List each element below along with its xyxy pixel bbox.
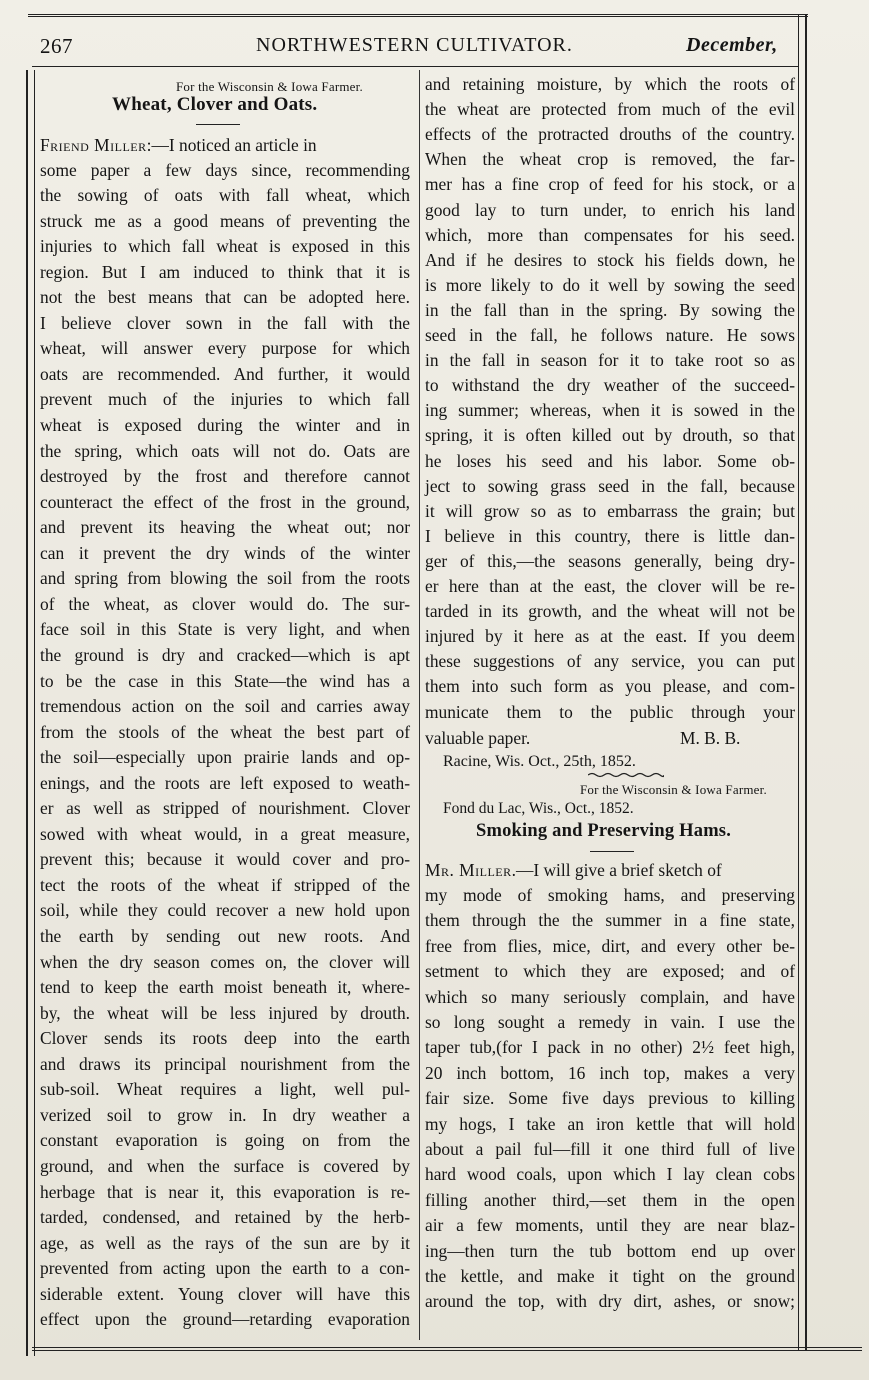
text-line: siderable extent. Young clover will have this (40, 1283, 410, 1304)
article1-credit: For the Wisconsin & Iowa Farmer. (176, 79, 363, 94)
text-line: ger of this,—the seasons generally, being dry- (425, 550, 795, 571)
section-separator (588, 772, 664, 778)
text-line: wheat, will answer every purpose for which (40, 338, 410, 359)
article1-title: Wheat, Clover and Oats. (112, 94, 318, 115)
text-line: 20 inch bottom, 16 inch top, makes a very (425, 1062, 795, 1083)
text-line: verized soil to grow in. In dry weather a (40, 1104, 410, 1125)
text-line: spring, it is often killed out by drouth, so that (425, 425, 795, 446)
article2-first-line-text: .—I will give a brief sketch of (511, 860, 722, 880)
text-line: and prevent its heaving the wheat out; nor (40, 517, 410, 538)
text-line: the earth by sending out new roots. And (40, 926, 410, 946)
text-line: prevent much of the injuries to which fall (40, 389, 410, 410)
text-line: prevent this; because it would cover and pro- (40, 849, 410, 870)
text-line: hard wood coals, upon which I lay clean cobs (425, 1164, 795, 1185)
text-line: it will grow so as to embarrass the grain; but (425, 500, 795, 521)
right-border-rule (798, 14, 807, 1350)
article2-title-rule (590, 851, 634, 852)
text-line: ing summer; whereas, when it is sowed in the (425, 400, 795, 421)
text-line: the ground is dry and cracked—which is apt (40, 644, 410, 665)
text-line: can it prevent the dry winds of the winter (40, 542, 410, 563)
text-line: filling another third,—set them in the open (425, 1189, 795, 1210)
text-line: the sowing of oats with fall wheat, which (40, 185, 410, 206)
title-rule (196, 124, 240, 125)
text-line: so long sought a remedy in vain. I use the (425, 1012, 795, 1032)
text-line: the kettle, and make it tight on the ground (425, 1266, 795, 1286)
text-line: the spring, which oats will not do. Oats are (40, 440, 410, 461)
text-line: good lay to turn under, to enrich his land (425, 199, 795, 220)
text-line: And if he desires to stock his fields down, he (425, 249, 795, 270)
text-line: municate them to the public through your (425, 701, 795, 722)
text-line: injuries to which fall wheat is exposed in this (40, 236, 410, 257)
text-line: tarded, condensed, and retained by the herb- (40, 1207, 410, 1228)
text-line: is more likely to do it well by sowing the seed (425, 274, 795, 295)
issue-month: December, (686, 34, 778, 56)
text-line: mer has a fine crop of feed for his stock, or a (425, 174, 795, 195)
article1-dateline: Racine, Wis. Oct., 25th, 1852. (443, 753, 636, 770)
header-rule (32, 66, 798, 67)
text-line: some paper a few days since, recommending (40, 159, 410, 180)
text-line: my mode of smoking hams, and preserving (425, 885, 795, 905)
text-line: ing—then turn the tub bottom end up over (425, 1240, 795, 1261)
text-line: oats are recommended. And further, it would (40, 363, 410, 384)
publication-title: NORTHWESTERN CULTIVATOR. (256, 34, 573, 56)
text-line: age, as well as the rays of the sun are by it (40, 1232, 410, 1253)
text-line: ject to sowing grass seed in the fall, because (425, 475, 795, 496)
text-line: he loses his seed and his labor. Some ob- (425, 450, 795, 471)
text-line: Clover sends its roots deep into the earth (40, 1028, 410, 1049)
text-line: setment to which they are exposed; and of (425, 961, 795, 982)
article2-first-line (425, 859, 795, 881)
text-line: about a pail ful—fill it one third full of live (425, 1139, 795, 1159)
article2-title: Smoking and Preserving Hams. (476, 821, 732, 841)
text-line: wheat is exposed during the winter and in (40, 415, 410, 435)
text-line: effects of the protracted drouths of the country. (425, 124, 795, 145)
text-line: taper tub,(for I pack in no other) 2½ feet high, (425, 1037, 795, 1058)
text-line: face soil in this State is very light, and when (40, 619, 410, 640)
article1-salutation: Friend Miller (40, 135, 147, 155)
text-line: ground, and when the surface is covered by (40, 1155, 410, 1176)
article2-salutation: Mr. Miller (425, 860, 512, 880)
text-line: my hogs, I take an iron kettle that will hold (425, 1113, 795, 1134)
page-number: 267 (40, 34, 73, 58)
text-line: from the stools of the wheat the best part of (40, 721, 410, 742)
text-line: free from flies, mice, dirt, and every other be- (425, 935, 795, 956)
text-line: in the fall than in the spring. By sowing the (425, 299, 795, 320)
text-line: When the wheat crop is removed, the far- (425, 149, 795, 170)
text-line: I believe in this country, there is little dan- (425, 525, 795, 546)
article1-first-line-text: :—I noticed an article in (146, 135, 317, 155)
text-line: sub-soil. Wheat requires a light, well pul- (40, 1079, 410, 1100)
column-divider (419, 70, 420, 1340)
text-line: enings, and the roots are left exposed to weath- (40, 772, 410, 793)
text-line: er as well as stripped of nourishment. Clover (40, 798, 410, 819)
article1-signature: M. B. B. (680, 728, 741, 748)
text-line: them through the the summer in a fine state, (425, 910, 795, 931)
text-line: effect upon the ground—retarding evaporation (40, 1309, 410, 1330)
text-line: to be the case in this State—the wind has a (40, 670, 410, 691)
text-line: soil, while they could recover a new hold upon (40, 900, 410, 921)
text-line: injured by it here as at the east. If you deem (425, 626, 795, 647)
article1-closing-line (425, 727, 795, 749)
text-line: seed in the fall, he follows nature. He sows (425, 325, 795, 345)
text-line: struck me as a good means of preventing the (40, 210, 410, 231)
article1-last-line: valuable paper. (425, 728, 531, 748)
top-border-rule (28, 14, 808, 17)
text-line: and draws its principal nourishment from the (40, 1053, 410, 1074)
text-line: tect the roots of the wheat if stripped of the (40, 874, 410, 895)
text-line: the soil—especially upon prairie lands and op- (40, 747, 410, 768)
bottom-border-rule (32, 1347, 862, 1351)
text-line: sowed with wheat would, in a great measure, (40, 823, 410, 844)
text-line: and retaining moisture, by which the roots of (425, 74, 795, 94)
text-line: constant evaporation is going on from the (40, 1130, 410, 1151)
text-line: destroyed by the frost and therefore cannot (40, 466, 410, 487)
text-line: counteract the effect of the frost in the ground, (40, 491, 410, 512)
text-line: I believe clover sown in the fall with the (40, 312, 410, 333)
text-line: which, more than compensates for his seed. (425, 224, 795, 245)
article2-credit: For the Wisconsin & Iowa Farmer. (580, 782, 767, 797)
text-line: tend to keep the earth moist beneath it, where- (40, 977, 410, 998)
article1-first-line (40, 134, 410, 156)
text-line: er here than at the east, the clover will be re- (425, 576, 795, 596)
text-line: prevented from acting upon the earth to a con- (40, 1258, 410, 1279)
text-line: fair size. Some five days previous to killing (425, 1088, 795, 1109)
text-line: around the top, with dry dirt, ashes, or snow; (425, 1291, 795, 1312)
text-line: air a few moments, until they are near blaz- (425, 1215, 795, 1236)
text-line: region. But I am induced to think that it is (40, 261, 410, 282)
text-line: when the dry season comes on, the clover will (40, 951, 410, 972)
text-line: not the best means that can be adopted here. (40, 287, 410, 308)
text-line: of the wheat, as clover would do. The sur- (40, 593, 410, 614)
left-border-rule (26, 70, 35, 1356)
text-line: tarded in its growth, and the wheat will not be (425, 601, 795, 622)
text-line: by, the wheat will be less injured by drouth. (40, 1002, 410, 1023)
text-line: them into such form as you please, and com- (425, 676, 795, 697)
text-line: tremendous action on the soil and carries away (40, 696, 410, 717)
article2-dateline: Fond du Lac, Wis., Oct., 1852. (443, 800, 634, 817)
text-line: in the fall in season for it to take root so as (425, 350, 795, 371)
text-line: the wheat are protected from much of the evil (425, 99, 795, 120)
text-line: to withstand the dry weather of the succeed- (425, 375, 795, 396)
text-line: these suggestions of any service, you can put (425, 651, 795, 672)
text-line: herbage that is near it, this evaporation is re- (40, 1181, 410, 1202)
text-line: which so many seriously complain, and have (425, 986, 795, 1007)
text-line: and spring from blowing the soil from the roots (40, 568, 410, 589)
